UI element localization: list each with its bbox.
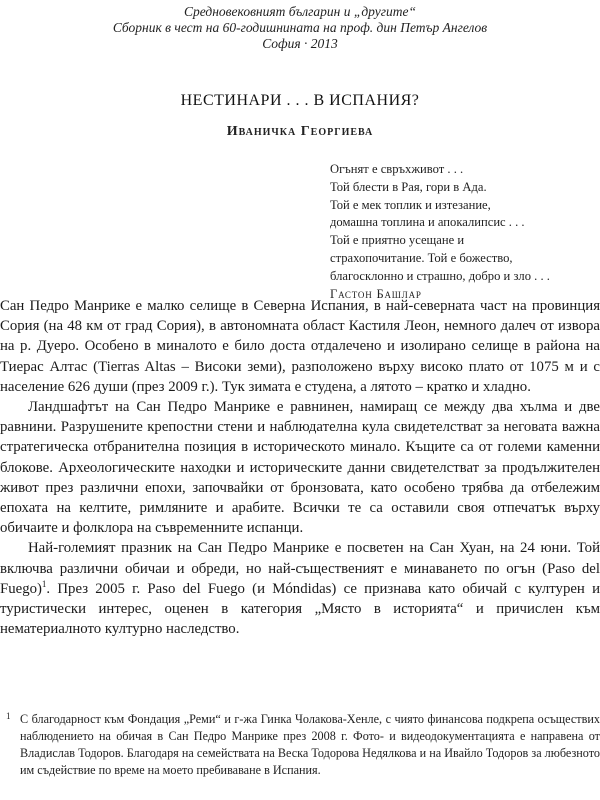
- article-title: НЕСТИНАРИ . . . В ИСПАНИЯ?: [180, 92, 420, 109]
- footnote: [0, 711, 600, 779]
- article-author: Иваничка Георгиева: [226, 124, 374, 139]
- epigraph-line: страхопочитание. Той е божество,: [330, 250, 513, 265]
- paragraph-text: . През 2005 г. Paso del Fuego (и Móndidas) се признава като обичай с културен и туристически интерес, оценен в категория „Място в историята“ и причислен към нематериалното културно наследство.: [0, 580, 600, 638]
- epigraph: [330, 161, 600, 303]
- epigraph-attribution: Гастон Башлар: [330, 286, 422, 301]
- epigraph-line: Той блести в Рая, гори в Ада.: [330, 179, 487, 194]
- footnote-text: С благодарност към Фондация „Реми“ и г-жа Гинка Чолакова-Хенле, с чиято финансова подкрепа осъществих наблюдението на обичая в Сан Педро Манрике през 2008 г. Фото- и видеодокументацията е направена от Владислав Тодоров. Благодаря на семействата на Веска Тодорова Недялкова и на Ивайло Тодоров за любезното им съдействие по време на моето пребиваване в Испания.: [20, 712, 600, 777]
- footnote-mark: 1: [6, 711, 11, 721]
- footnotes: [0, 711, 600, 779]
- running-head: [0, 4, 600, 52]
- footnote-reference[interactable]: 1: [41, 578, 47, 589]
- running-head-book-title: Средновековният българин и „другите“: [183, 4, 417, 19]
- epigraph-line: домашна топлина и апокалипсис . . .: [330, 215, 525, 230]
- epigraph-line: Огънят е свръхживот . . .: [330, 162, 464, 176]
- epigraph-line: благосклонно и страшно, добро и зло . . .: [330, 268, 550, 283]
- body-text: [0, 296, 600, 639]
- paragraph-text: Най-големият празник на Сан Педро Манрике е посветен на Сан Хуан, на 24 юни. Той включва различни обичаи и обреди, но най-същественият е минаването по огън (Paso del Fuego): [0, 540, 600, 597]
- paragraph: Ландшафтът на Сан Педро Манрике е равнинен, намиращ се между два хълма и две равнини. Разрушените крепостни стени и наблюдателна кула свидетелстват за неговата важна стратегическа отбранителна позиция в историческото минало. Къщите са от големи каменни блокове. Археологическите находки и историческите данни свидетелстват за продължителен живот през различни епохи, започвайки от бронзовата, като особено трябва да отбележим епохата на келтите, римляните и арабите. Всички те са оставили своя отпечатък върху обичаите и фолклора на съвременните испанци.: [0, 399, 600, 537]
- paragraph: Сан Педро Манрике е малко селище в Северна Испания, в най-северната част на провинция Сория (на 48 км от град Сория), в автономната област Кастиля Леон, немного далеч от извора на р. Дуеро. Особено в миналото е било доста отдалечено и изолирано селище в района на Тиерас Алтас (Tierras Altas – Високи земи), разположено върху високо плато от 1075 м и с население 626 души (през 2009 г.). Тук зимата е студена, а лятото – кратко и хладно.: [0, 298, 600, 395]
- epigraph-line: Той е приятно усещане и: [330, 233, 465, 248]
- running-head-place-year: София · 2013: [262, 36, 338, 51]
- running-head-subtitle: Сборник в чест на 60-годишнината на проф. дин Петър Ангелов: [112, 20, 488, 35]
- paragraph: [0, 538, 600, 639]
- epigraph-line: Той е мек топлик и изтезание,: [330, 197, 491, 212]
